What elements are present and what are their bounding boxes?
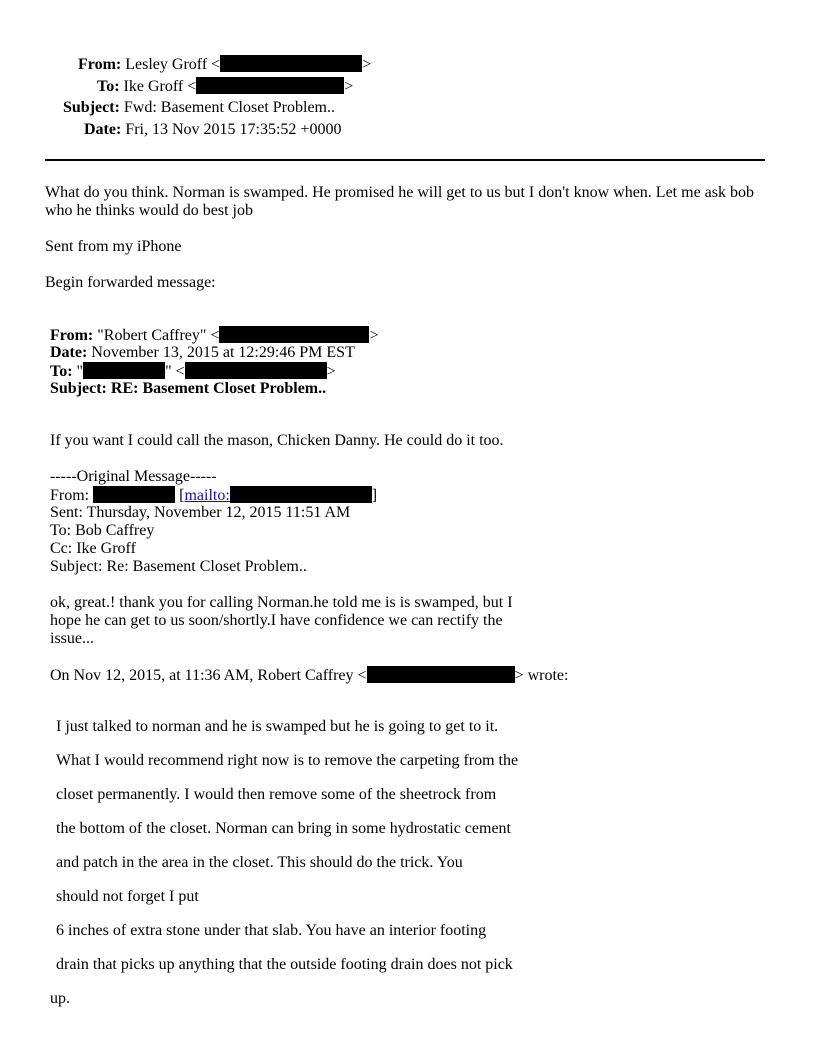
mailto-link[interactable]: mailto: (184, 487, 230, 504)
quoted-line: should not forget I put (56, 888, 199, 905)
redacted-name (93, 486, 175, 503)
quoted-line: What I would recommend right now is to remove the carpeting from the (56, 752, 519, 769)
original-divider: -----Original Message----- (50, 468, 217, 485)
redacted-name (83, 362, 165, 379)
fwd-from-line: From: "Robert Caffrey" < > (50, 327, 379, 344)
quoted-line: drain that picks up anything that the outside footing drain does not pick (56, 956, 513, 973)
fwd-to-line: To: " " < > (50, 363, 336, 380)
quoted-line: the bottom of the closet. Norman can bring in some hydrostatic cement (56, 820, 511, 837)
orig-to: To: Bob Caffrey (50, 522, 155, 539)
orig-cc: Cc: Ike Groff (50, 540, 136, 557)
redacted-email (367, 666, 515, 683)
redacted-email (185, 362, 327, 379)
fwd-date-line (50, 344, 355, 362)
date-label: Date: (84, 121, 122, 138)
from-label: From: (78, 56, 122, 73)
quoted-line: I just talked to norman and he is swamped but he is going to get to it. (56, 718, 499, 735)
quoted-line: and patch in the area in the closet. This should do the trick. You (56, 854, 463, 871)
fwd-subject-value: RE: Basement Closet Problem.. (110, 380, 327, 397)
date-value: Fri, 13 Nov 2015 17:35:52 +0000 (125, 121, 342, 138)
quote-intro-prefix: On Nov 12, 2015, at 11:36 AM, Robert Caffrey < (50, 667, 367, 684)
quoted-line: up. (50, 990, 70, 1007)
fwd-date-label: Date: (50, 344, 88, 361)
fwd-subject-line (50, 380, 326, 398)
body-line-1: What do you think. Norman is swamped. He promised he will get to us but I don't know when. Let me ask bob (45, 184, 754, 201)
fwd-from-label: From: (50, 327, 94, 344)
redacted-email (230, 486, 372, 503)
quote-intro-suffix: > wrote: (514, 667, 569, 684)
fwd-date-value: November 13, 2015 at 12:29:46 PM EST (91, 344, 355, 361)
fwd-from-name: "Robert Caffrey" (97, 327, 207, 344)
to-label: To: (97, 78, 120, 95)
subject-line (63, 99, 335, 117)
quoted-line: 6 inches of extra stone under that slab. You have an interior footing (56, 922, 487, 939)
reply-line-1: ok, great.! thank you for calling Norman.he told me is is swamped, but I (50, 594, 513, 611)
orig-sent: Sent: Thursday, November 12, 2015 11:51 AM (50, 504, 351, 521)
subject-value: Fwd: Basement Closet Problem.. (123, 99, 335, 116)
date-line (84, 121, 341, 139)
header-divider (45, 159, 765, 161)
orig-subject: Subject: Re: Basement Closet Problem.. (50, 558, 307, 575)
fwd-subject-label: Subject: (50, 380, 107, 397)
redacted-email (219, 326, 369, 343)
quote-intro (50, 666, 568, 685)
redacted-email (196, 77, 344, 94)
subject-label: Subject: (63, 99, 120, 116)
reply-line-3: issue... (50, 630, 94, 647)
redacted-email (220, 55, 362, 72)
body-line-2: who he thinks would do best job (45, 202, 253, 219)
quoted-line: closet permanently. I would then remove some of the sheetrock from (56, 786, 497, 803)
reply-line-2: hope he can get to us soon/shortly.I have confidence we can rectify the (50, 612, 503, 629)
from-name: Lesley Groff (125, 56, 208, 73)
fwd-to-label: To: (50, 363, 73, 380)
to-name: Ike Groff (123, 78, 184, 95)
to-line: To: Ike Groff < > (97, 78, 354, 95)
begin-forwarded-text: Begin forwarded message: (45, 274, 216, 291)
fwd-message: If you want I could call the mason, Chicken Danny. He could do it too. (50, 432, 504, 449)
orig-from-label: From: (50, 487, 90, 504)
from-line: From: Lesley Groff < > (78, 56, 372, 73)
sent-from-text: Sent from my iPhone (45, 238, 182, 255)
orig-from-line: From: [mailto: ] (50, 487, 378, 504)
